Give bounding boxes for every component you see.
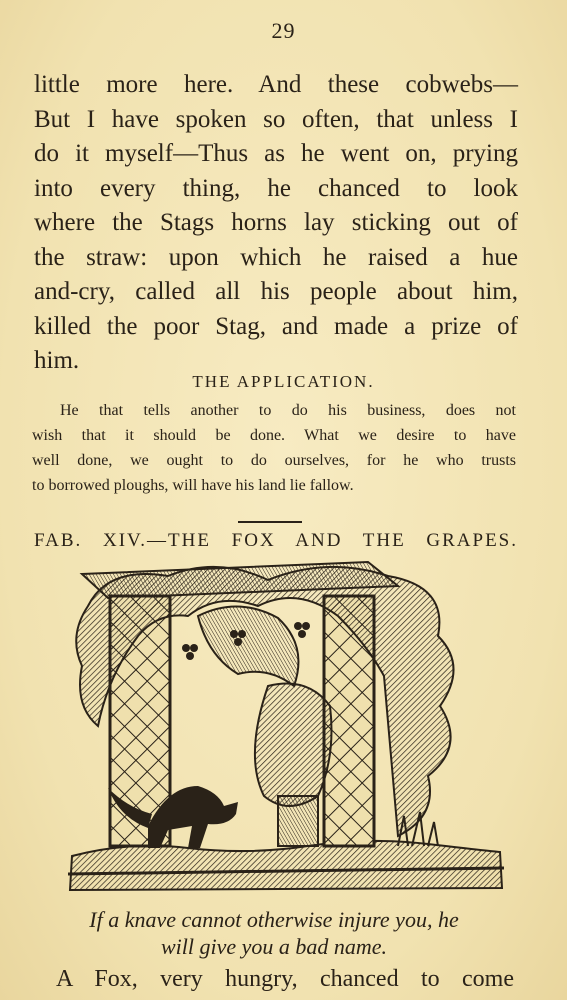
application-line: well done, we ought to do ourselves, for he who trusts [32, 452, 516, 469]
story-text [34, 68, 518, 379]
fable-title: FAB. XIV.—THE FOX AND THE GRAPES. [34, 530, 518, 551]
text-line: killed the poor Stag, and made a prize of [34, 312, 518, 340]
application-heading: THE APPLICATION. [192, 372, 375, 391]
application-text [32, 398, 516, 498]
text-line: do it myself—Thus as he went on, prying [34, 140, 518, 167]
application-line: to borrowed ploughs, will have his land lie fallow. [32, 477, 354, 494]
text-line: where the Stags horns lay sticking out of [34, 209, 518, 236]
text-line: and-cry, called all his people about him, [34, 278, 518, 305]
text-line: into every thing, he chanced to look [34, 174, 518, 202]
text-line: But I have spoken so often, that unless I [34, 105, 518, 133]
fox-and-grapes-woodcut [68, 556, 504, 896]
moral-line: If a knave cannot otherwise injure you, he [89, 907, 459, 932]
text-line: little more here. And these cobwebs— [34, 71, 518, 98]
page-number: 29 [271, 18, 296, 43]
moral-line: will give you a bad name. [160, 934, 388, 959]
fable-moral [34, 906, 514, 960]
text-line: him. [34, 347, 80, 374]
application-line: He that tells another to do his business, does not [60, 402, 516, 419]
story-opening-line: A Fox, very hungry, chanced to come [56, 966, 514, 992]
text-line: the straw: upon which he raised a hue [34, 243, 518, 271]
section-divider [238, 521, 302, 523]
application-line: wish that it should be done. What we desire to have [32, 427, 516, 444]
